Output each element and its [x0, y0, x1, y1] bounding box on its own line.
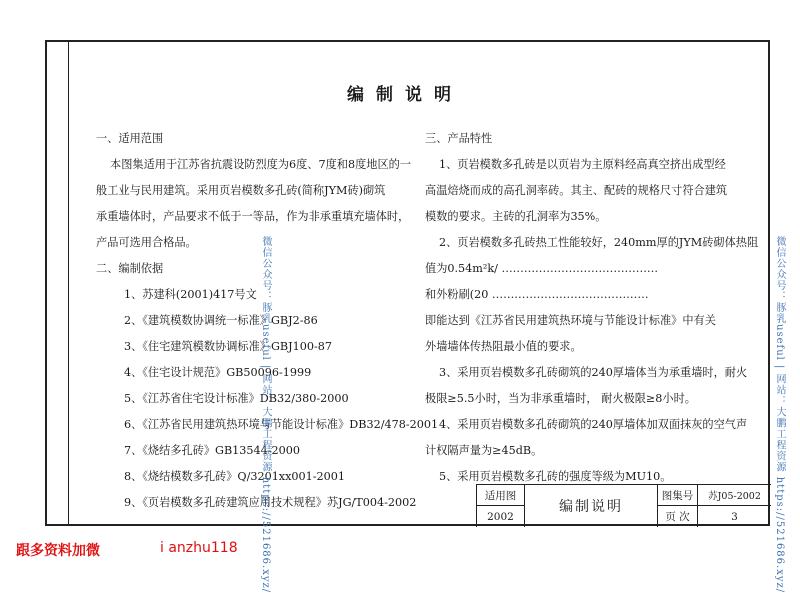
section-heading-scope: 一、适用范围	[96, 132, 164, 145]
reference-item: 7、《烧结多孔砖》GB13544-2000	[124, 444, 301, 457]
section-heading-properties: 三、产品特性	[425, 132, 493, 145]
property-line: 外墙墙体传热阻最小值的要求。	[425, 340, 582, 353]
property-line: 即能达到《江苏省民用建筑热环境与节能设计标准》中有关	[425, 314, 716, 327]
property-line: 计权隔声量为≥45dB。	[425, 444, 543, 457]
tb-page-label: 页 次	[658, 506, 698, 527]
property-line: 模数的要求。主砖的孔洞率为35%。	[425, 210, 607, 223]
watermark-vertical: 微信公众号：豚乳useful | 网站：大鹏工程资源 https://521686.xyz/	[774, 236, 785, 593]
property-line: 值为0.54m²k/ ……………………………………	[425, 262, 659, 275]
footer-contact-id: i anzhu118	[160, 540, 238, 556]
tb-atlas-no-label: 图集号	[658, 485, 698, 506]
footer-contact-label: 跟多资料加微	[16, 543, 100, 559]
tb-year: 2002	[477, 506, 525, 527]
reference-item: 2、《建筑模数协调统一标准》GBJ2-86	[124, 314, 318, 327]
scope-line: 承重墙体时，产品要求不低于一等品，作为非承重填充墙体时，	[96, 210, 410, 223]
tb-page-number: 3	[731, 510, 738, 523]
scope-line: 产品可选用合格品。	[96, 236, 197, 249]
property-line: 3、采用页岩模数多孔砖砌筑的240厚墙体当为承重墙时，耐火	[439, 366, 748, 379]
reference-item: 8、《烧结模数多孔砖》Q/3201xx001-2001	[124, 470, 346, 483]
property-line: 1、页岩模数多孔砖是以页岩为主原料经高真空挤出成型经	[439, 158, 726, 171]
right-column	[425, 126, 759, 490]
property-line: 5、采用页岩模数多孔砖的强度等级为MU10。	[439, 470, 672, 483]
property-line: 极限≥5.5小时，当为非承重墙时， 耐火极限≥8小时。	[425, 392, 696, 405]
tb-applicable-label: 适用图	[477, 485, 525, 506]
reference-item: 4、《住宅设计规范》GB50096-1999	[124, 366, 312, 379]
tb-atlas-no: 苏J05-2002	[698, 485, 771, 506]
reference-item: 1、苏建科(2001)417号文	[124, 288, 257, 301]
property-line: 2、页岩模数多孔砖热工性能较好，240mm厚的JYM砖砌体热阻	[439, 236, 759, 249]
scope-line: 本图集适用于江苏省抗震设防烈度为6度、7度和8度地区的一	[110, 158, 412, 171]
tb-drawing-name: 编制说明	[525, 485, 658, 527]
left-column	[96, 126, 439, 516]
reference-item: 9、《页岩模数多孔砖建筑应用技术规程》苏JG/T004-2002	[124, 496, 417, 509]
property-line: 高温焙烧而成的高孔洞率砖。其主、配砖的规格尺寸符合建筑	[425, 184, 728, 197]
reference-item: 6、《江苏省民用建筑热环境与节能设计标准》DB32/478-2001	[124, 418, 439, 431]
scope-line: 般工业与民用建筑。采用页岩模数多孔砖(简称JYM砖)砌筑	[96, 184, 386, 197]
property-line: 4、采用页岩模数多孔砖砌筑的240厚墙体加双面抹灰的空气声	[439, 418, 748, 431]
property-line: 和外粉刷(20 ……………………………………	[425, 288, 649, 301]
reference-item: 5、《江苏省住宅设计标准》DB32/380-2000	[124, 392, 349, 405]
page-title: 编制说明	[347, 85, 463, 105]
watermark-vertical: 微信公众号：豚乳useful | 网站：大鹏工程资源 https://521686.xyz/	[260, 236, 271, 593]
title-block	[476, 484, 771, 527]
section-heading-basis: 二、编制依据	[96, 262, 164, 275]
reference-item: 3、《住宅建筑模数协调标准》GBJ100-87	[124, 340, 332, 353]
